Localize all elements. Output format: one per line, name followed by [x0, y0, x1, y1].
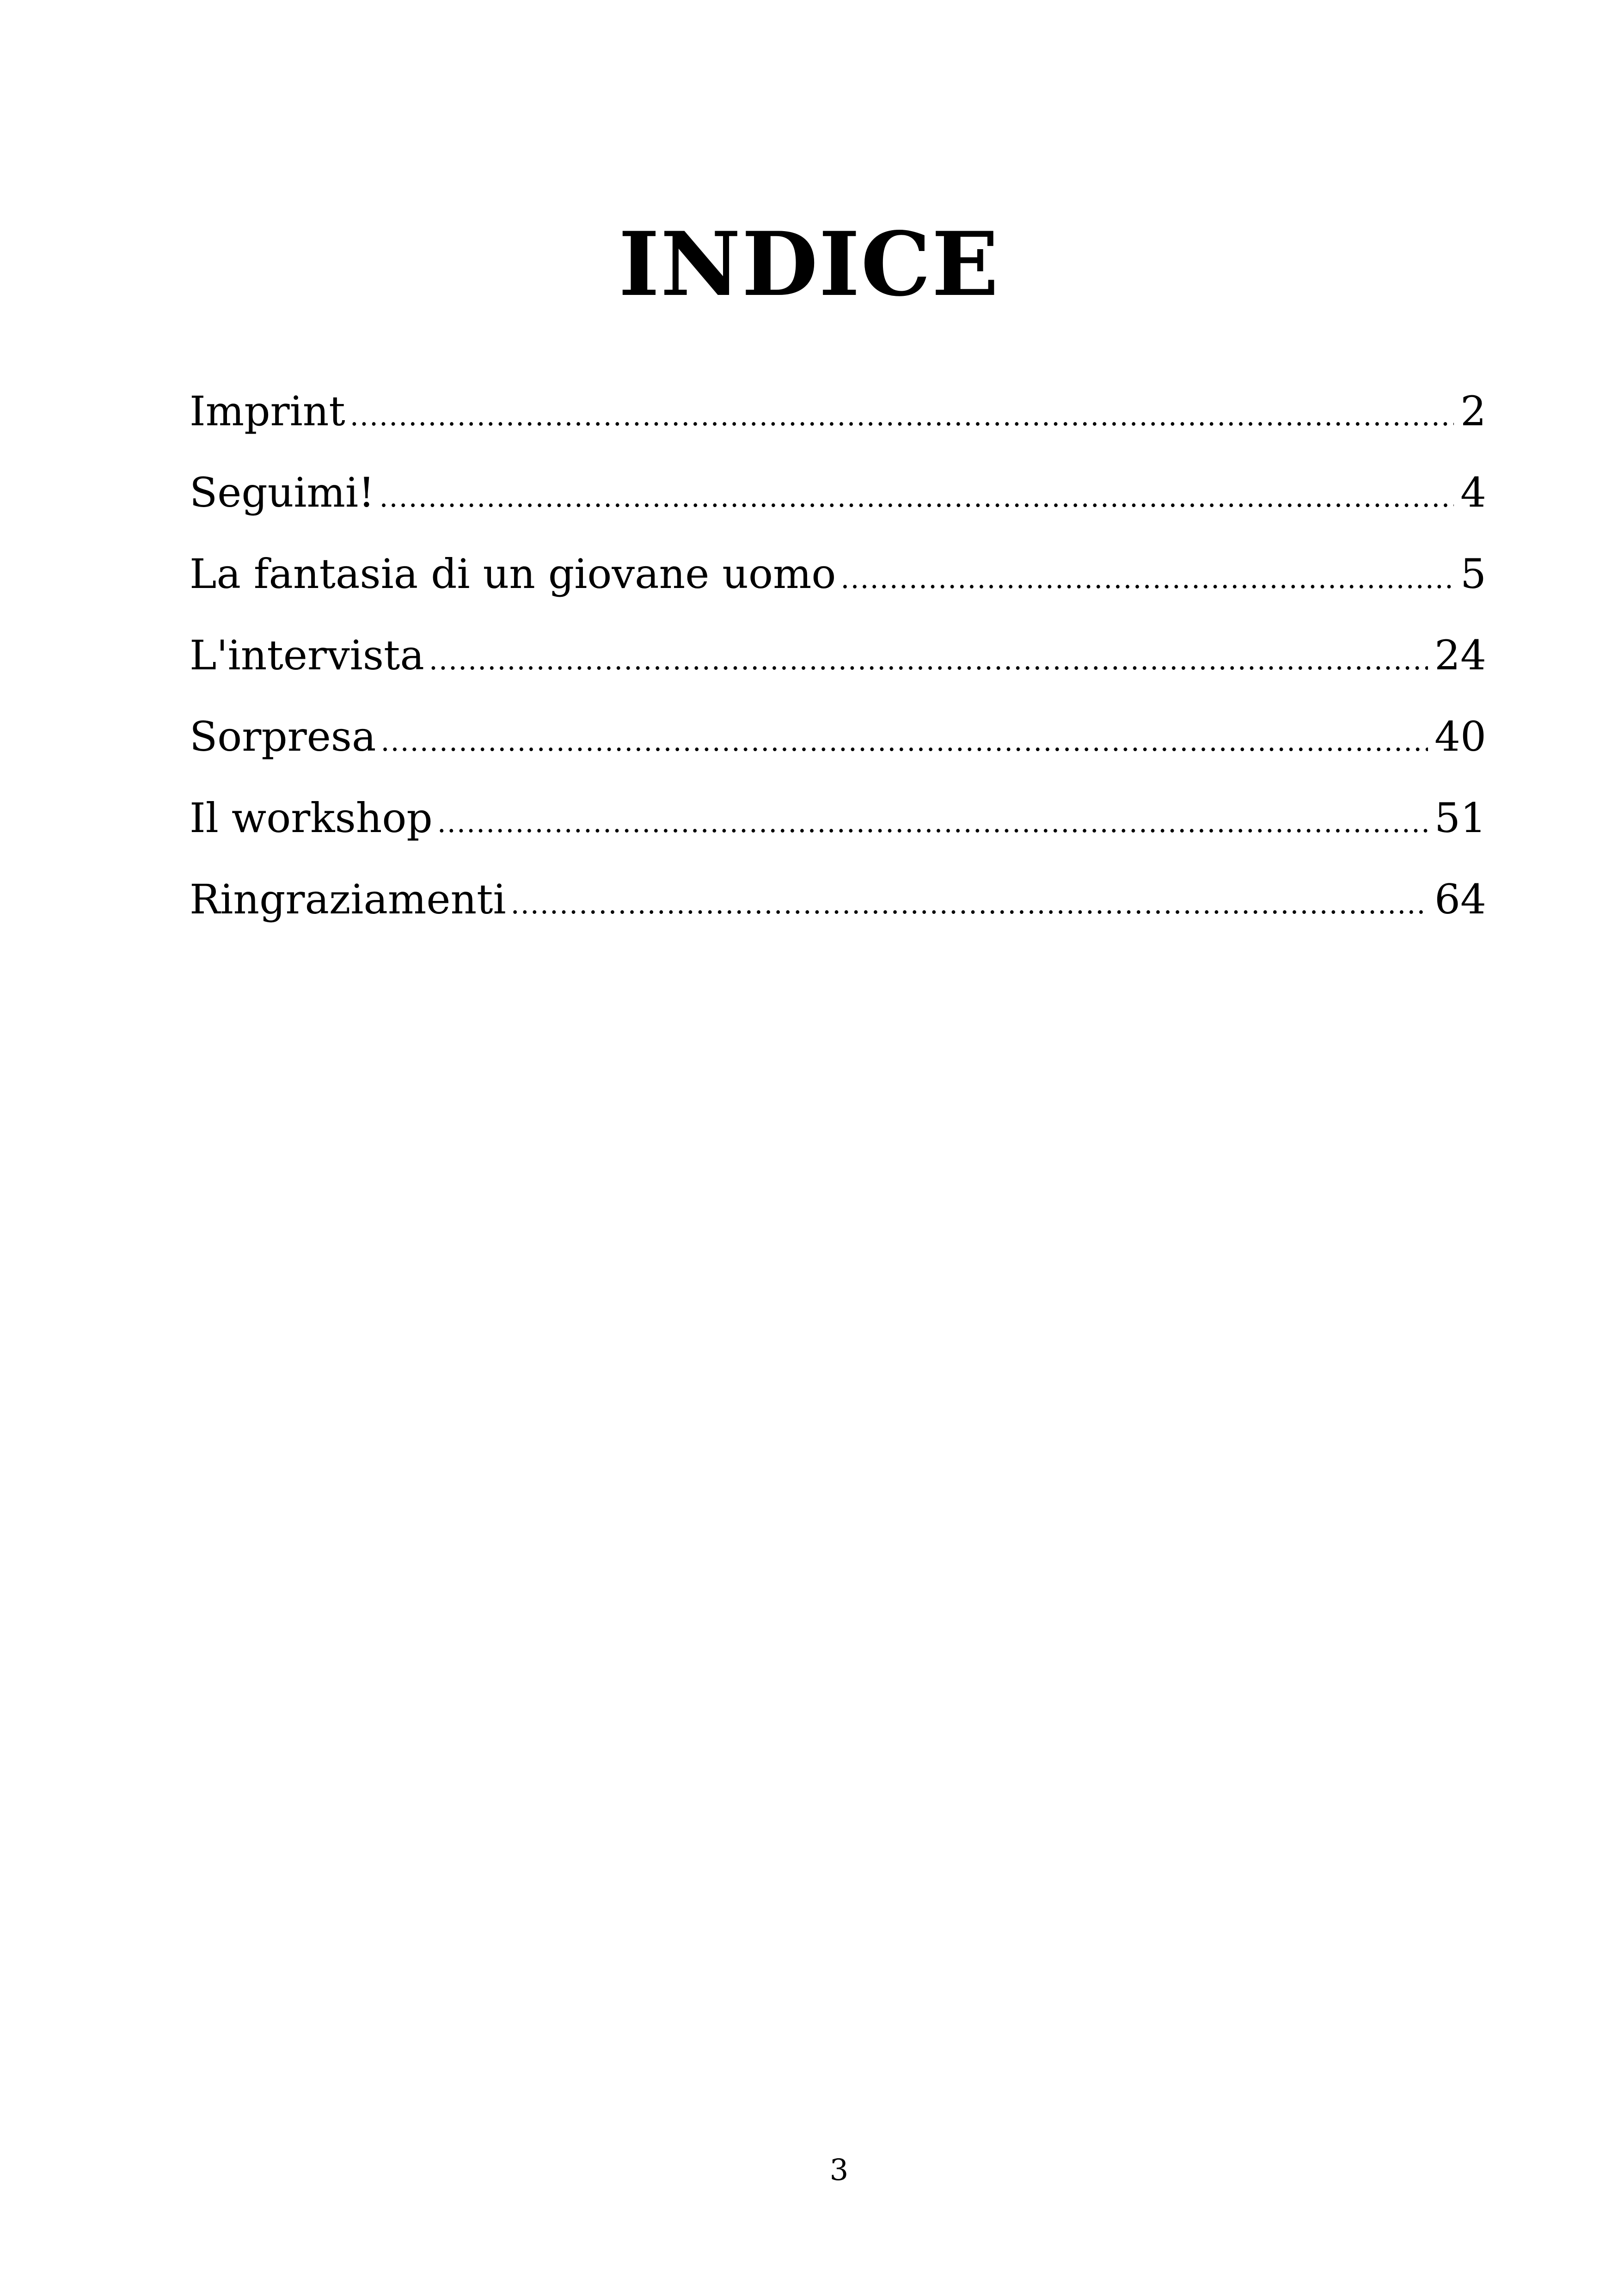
- toc-entry-workshop[interactable]: [190, 790, 1486, 872]
- toc-entry-seguimi[interactable]: [190, 465, 1486, 546]
- toc-entry-page: 5: [1460, 550, 1486, 598]
- toc-entry-intervista[interactable]: [190, 628, 1486, 709]
- toc-entry-ringraziamenti[interactable]: [190, 872, 1486, 953]
- toc-entry-page: 4: [1460, 469, 1486, 516]
- page-title: INDICE: [618, 213, 1000, 316]
- toc-dot-leader: [350, 388, 1454, 444]
- toc-dot-leader: [511, 876, 1428, 932]
- toc-dot-leader: [380, 714, 1428, 769]
- toc-entry-label: Il workshop: [190, 794, 433, 842]
- toc-entry-imprint[interactable]: [190, 384, 1486, 465]
- page-number: 3: [829, 2153, 849, 2187]
- toc-entry-label: Ringraziamenti: [190, 876, 506, 923]
- toc-entry-sorpresa[interactable]: [190, 709, 1486, 790]
- toc-entry-label: L'intervista: [190, 631, 424, 679]
- table-of-contents: [190, 384, 1486, 953]
- toc-dot-leader: [840, 551, 1454, 606]
- toc-dot-leader: [437, 795, 1428, 851]
- toc-dot-leader: [379, 470, 1454, 525]
- toc-entry-page: 24: [1434, 631, 1486, 679]
- toc-dot-leader: [429, 632, 1428, 688]
- toc-entry-label: Seguimi!: [190, 469, 375, 516]
- toc-entry-page: 40: [1434, 713, 1486, 760]
- toc-entry-label: Imprint: [190, 387, 345, 435]
- toc-entry-page: 51: [1434, 794, 1486, 842]
- toc-entry-page: 2: [1460, 387, 1486, 435]
- toc-entry-la-fantasia[interactable]: [190, 546, 1486, 628]
- toc-entry-label: Sorpresa: [190, 713, 376, 760]
- toc-entry-page: 64: [1434, 876, 1486, 923]
- toc-entry-label: La fantasia di un giovane uomo: [190, 550, 836, 598]
